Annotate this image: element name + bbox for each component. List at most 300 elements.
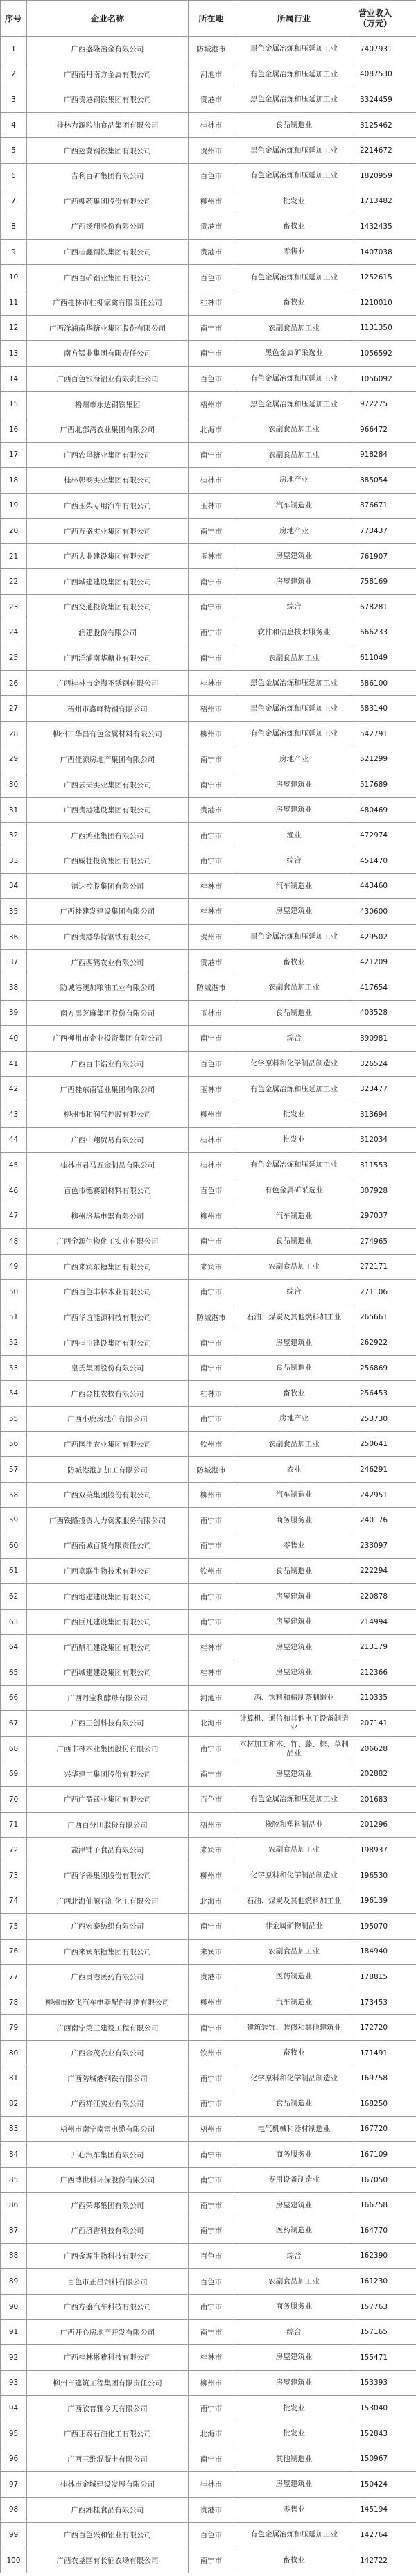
row-industry: 有色金属矿采选业 xyxy=(234,1178,354,1203)
table-row xyxy=(1,848,416,874)
row-location: 南宁市 xyxy=(189,2167,234,2193)
row-revenue: 153040 xyxy=(354,2396,416,2421)
row-location: 防城港市 xyxy=(189,975,234,1000)
row-location: 南宁市 xyxy=(189,1280,234,1305)
row-location: 南宁市 xyxy=(189,1026,234,1052)
table-row xyxy=(1,2472,416,2498)
row-seq: 6 xyxy=(1,163,27,189)
row-seq: 91 xyxy=(1,2320,27,2345)
row-revenue: 198937 xyxy=(354,1838,416,1863)
row-industry: 黑色金属冶炼和压延加工业 xyxy=(234,37,354,62)
row-seq: 31 xyxy=(1,797,27,823)
table-row xyxy=(1,442,416,468)
row-revenue: 1131350 xyxy=(354,315,416,341)
row-industry: 畜牧业 xyxy=(234,290,354,315)
table-row xyxy=(1,543,416,569)
row-location: 百色市 xyxy=(189,1786,234,1812)
row-seq: 18 xyxy=(1,468,27,494)
row-revenue: 246291 xyxy=(354,1457,416,1483)
row-seq: 24 xyxy=(1,620,27,645)
table-row xyxy=(1,696,416,722)
row-company-name: 桂林力源粮油食品集团有限公司 xyxy=(27,112,189,138)
row-revenue: 256453 xyxy=(354,1381,416,1407)
row-industry: 黑色金属冶炼和压延加工业 xyxy=(234,138,354,164)
row-industry: 农副食品加工业 xyxy=(234,1939,354,1965)
row-seq: 19 xyxy=(1,493,27,519)
table-row xyxy=(1,341,416,367)
row-revenue: 242951 xyxy=(354,1482,416,1508)
row-location: 南宁市 xyxy=(189,645,234,671)
row-industry: 电气机械和器材制造业 xyxy=(234,2116,354,2142)
row-company-name: 广西贵港建设集团有限公司 xyxy=(27,797,189,823)
row-industry: 软件和信息技术服务业 xyxy=(234,620,354,645)
row-seq: 2 xyxy=(1,62,27,87)
row-industry: 有色金属冶炼和压延加工业 xyxy=(234,366,354,392)
row-seq: 39 xyxy=(1,1000,27,1026)
row-seq: 35 xyxy=(1,899,27,925)
table-row xyxy=(1,1102,416,1127)
row-company-name: 广西国沣农业集团有限公司 xyxy=(27,1431,189,1457)
row-revenue: 773437 xyxy=(354,519,416,544)
row-revenue: 429502 xyxy=(354,924,416,950)
row-location: 桂林市 xyxy=(189,873,234,899)
row-industry: 房屋建筑业 xyxy=(234,1761,354,1787)
table-row xyxy=(1,2294,416,2320)
row-industry: 房屋建筑业 xyxy=(234,899,354,925)
row-industry: 非金属矿物制品业 xyxy=(234,1913,354,1939)
table-row xyxy=(1,1888,416,1914)
row-location: 南宁市 xyxy=(189,2548,234,2573)
row-revenue: 2214672 xyxy=(354,138,416,164)
row-company-name: 广西百丰锆业有限公司 xyxy=(27,1051,189,1077)
table-body xyxy=(1,37,416,2573)
row-industry: 黑色金属冶炼和压延加工业 xyxy=(234,392,354,417)
row-company-name: 广西正泰石油化工有限公司 xyxy=(27,2421,189,2446)
row-industry: 食品制造业 xyxy=(234,2091,354,2117)
row-location: 玉林市 xyxy=(189,543,234,569)
row-seq: 84 xyxy=(1,2142,27,2168)
row-company-name: 广西贵港钢铁集团有限公司 xyxy=(27,87,189,113)
row-seq: 79 xyxy=(1,2015,27,2041)
row-revenue: 272171 xyxy=(354,1254,416,1280)
row-industry: 房屋建筑业 xyxy=(234,772,354,798)
row-seq: 82 xyxy=(1,2091,27,2117)
row-revenue: 312034 xyxy=(354,1127,416,1153)
row-revenue: 196139 xyxy=(354,1888,416,1914)
row-location: 桂林市 xyxy=(189,1660,234,1686)
row-revenue: 152843 xyxy=(354,2421,416,2446)
table-row xyxy=(1,1990,416,2015)
table-row xyxy=(1,797,416,823)
row-seq: 70 xyxy=(1,1786,27,1812)
table-row xyxy=(1,1000,416,1026)
row-company-name: 广西玉柴专用汽车有限公司 xyxy=(27,493,189,519)
row-industry: 畜牧业 xyxy=(234,2548,354,2573)
row-location: 来宾市 xyxy=(189,1939,234,1965)
row-revenue: 201683 xyxy=(354,1786,416,1812)
row-revenue: 167050 xyxy=(354,2167,416,2193)
table-row xyxy=(1,2040,416,2066)
row-seq: 98 xyxy=(1,2497,27,2523)
row-industry: 渔业 xyxy=(234,823,354,848)
row-revenue: 201296 xyxy=(354,1812,416,1838)
table-row xyxy=(1,1761,416,1787)
row-location: 防城港市 xyxy=(189,1305,234,1330)
row-company-name: 梧州市永达钢铁集团 xyxy=(27,392,189,417)
row-location: 玉林市 xyxy=(189,1077,234,1102)
row-revenue: 168250 xyxy=(354,2091,416,2117)
row-industry: 汽车制造业 xyxy=(234,1990,354,2015)
row-industry: 综合 xyxy=(234,1026,354,1052)
row-location: 柳州市 xyxy=(189,1203,234,1229)
row-location: 桂林市 xyxy=(189,1127,234,1153)
row-location: 百色市 xyxy=(189,2269,234,2295)
row-industry: 有色金属冶炼和压延加工业 xyxy=(234,1077,354,1102)
row-company-name: 润建股份有限公司 xyxy=(27,620,189,645)
row-location: 南宁市 xyxy=(189,2294,234,2320)
table-row xyxy=(1,823,416,848)
row-company-name: 广西交通投资集团有限公司 xyxy=(27,595,189,620)
row-location: 桂林市 xyxy=(189,2472,234,2498)
row-industry: 零售业 xyxy=(234,239,354,265)
table-row xyxy=(1,290,416,315)
row-industry: 农副食品加工业 xyxy=(234,1838,354,1863)
row-revenue: 586100 xyxy=(354,670,416,696)
row-revenue: 1407038 xyxy=(354,239,416,265)
row-seq: 40 xyxy=(1,1026,27,1052)
row-location: 北海市 xyxy=(189,1711,234,1737)
row-revenue: 1056592 xyxy=(354,341,416,367)
row-location: 百色市 xyxy=(189,265,234,290)
row-industry: 房屋建筑业 xyxy=(234,1330,354,1356)
table-row xyxy=(1,569,416,595)
table-row xyxy=(1,138,416,164)
row-revenue: 265661 xyxy=(354,1305,416,1330)
table-row xyxy=(1,2345,416,2371)
row-revenue: 1713482 xyxy=(354,189,416,214)
row-revenue: 517689 xyxy=(354,772,416,798)
row-seq: 4 xyxy=(1,112,27,138)
table-row xyxy=(1,1280,416,1305)
row-company-name: 广西祥江实业有限公司 xyxy=(27,2091,189,2117)
table-row xyxy=(1,2142,416,2168)
row-revenue: 253730 xyxy=(354,1407,416,1432)
row-revenue: 1820959 xyxy=(354,163,416,189)
row-seq: 94 xyxy=(1,2396,27,2421)
row-seq: 73 xyxy=(1,1863,27,1888)
row-seq: 74 xyxy=(1,1888,27,1914)
row-company-name: 广西金源生物化工实业有限公司 xyxy=(27,1228,189,1254)
row-location: 北海市 xyxy=(189,417,234,442)
row-location: 南宁市 xyxy=(189,1609,234,1635)
table-row xyxy=(1,1913,416,1939)
row-industry: 批发业 xyxy=(234,2396,354,2421)
row-revenue: 202882 xyxy=(354,1761,416,1787)
row-revenue: 421209 xyxy=(354,950,416,975)
row-industry: 房屋建筑业 xyxy=(234,797,354,823)
row-revenue: 521299 xyxy=(354,747,416,772)
row-seq: 81 xyxy=(1,2066,27,2091)
table-row xyxy=(1,37,416,62)
row-company-name: 广西桂建发建设集团有限公司 xyxy=(27,899,189,925)
row-seq: 77 xyxy=(1,1965,27,1990)
row-company-name: 桂林彰泰实业集团有限公司 xyxy=(27,468,189,494)
row-seq: 3 xyxy=(1,87,27,113)
row-location: 南宁市 xyxy=(189,519,234,544)
row-industry: 有色金属冶炼和压延加工业 xyxy=(234,163,354,189)
row-location: 贵港市 xyxy=(189,214,234,240)
row-seq: 16 xyxy=(1,417,27,442)
row-seq: 7 xyxy=(1,189,27,214)
row-location: 南宁市 xyxy=(189,1761,234,1787)
table-row xyxy=(1,1431,416,1457)
table-row xyxy=(1,1482,416,1508)
row-industry: 房屋建筑业 xyxy=(234,1635,354,1660)
row-industry: 畜牧业 xyxy=(234,214,354,240)
row-location: 桂林市 xyxy=(189,1635,234,1660)
table-row xyxy=(1,1254,416,1280)
row-company-name: 广西方盛汽车科技有限公司 xyxy=(27,2294,189,2320)
row-revenue: 142764 xyxy=(354,2523,416,2548)
row-revenue: 240176 xyxy=(354,1508,416,1533)
row-industry: 房地产业 xyxy=(234,1407,354,1432)
row-revenue: 222294 xyxy=(354,1558,416,1584)
table-row xyxy=(1,1584,416,1610)
row-seq: 5 xyxy=(1,138,27,164)
row-revenue: 430600 xyxy=(354,899,416,925)
row-seq: 36 xyxy=(1,924,27,950)
row-company-name: 福达控股集团有限公司 xyxy=(27,873,189,899)
row-location: 梧州市 xyxy=(189,696,234,722)
row-revenue: 611049 xyxy=(354,645,416,671)
row-location: 贺州市 xyxy=(189,924,234,950)
table-row xyxy=(1,670,416,696)
row-industry: 综合 xyxy=(234,1280,354,1305)
row-revenue: 220878 xyxy=(354,1584,416,1610)
table-row xyxy=(1,747,416,772)
row-location: 南宁市 xyxy=(189,1584,234,1610)
row-industry: 化学原料和化学制品制造业 xyxy=(234,1051,354,1077)
table-row xyxy=(1,2370,416,2396)
row-revenue: 150424 xyxy=(354,2472,416,2498)
table-row xyxy=(1,519,416,544)
row-company-name: 广西南城百货有限责任公司 xyxy=(27,1533,189,1559)
row-company-name: 广西农垦糖业集团有限公司 xyxy=(27,442,189,468)
row-industry: 农副食品加工业 xyxy=(234,2269,354,2295)
table-row xyxy=(1,315,416,341)
row-location: 南宁市 xyxy=(189,1407,234,1432)
table-row xyxy=(1,2523,416,2548)
table-row xyxy=(1,1685,416,1711)
table-row xyxy=(1,265,416,290)
header-seq: 序号 xyxy=(1,1,27,37)
row-industry: 农副食品加工业 xyxy=(234,1431,354,1457)
row-location: 河池市 xyxy=(189,1685,234,1711)
table-row xyxy=(1,392,416,417)
table-row xyxy=(1,1812,416,1838)
row-seq: 1 xyxy=(1,37,27,62)
row-revenue: 297037 xyxy=(354,1203,416,1229)
row-seq: 86 xyxy=(1,2193,27,2218)
row-seq: 37 xyxy=(1,950,27,975)
row-location: 桂林市 xyxy=(189,468,234,494)
row-company-name: 广西柳药集团股份有限公司 xyxy=(27,189,189,214)
table-row xyxy=(1,1228,416,1254)
table-row xyxy=(1,112,416,138)
row-seq: 62 xyxy=(1,1584,27,1610)
row-location: 南宁市 xyxy=(189,1508,234,1533)
row-company-name: 广西城建建设集团有限公司 xyxy=(27,1660,189,1686)
row-seq: 89 xyxy=(1,2269,27,2295)
row-company-name: 广西威壮投资集团有限公司 xyxy=(27,848,189,874)
row-seq: 87 xyxy=(1,2218,27,2244)
row-industry: 商务服务业 xyxy=(234,2142,354,2168)
row-industry: 黑色金属矿采选业 xyxy=(234,341,354,367)
row-revenue: 142722 xyxy=(354,2548,416,2573)
row-industry: 批发业 xyxy=(234,189,354,214)
table-row xyxy=(1,772,416,798)
row-company-name: 广西西鹤农业有限公司 xyxy=(27,950,189,975)
table-row xyxy=(1,189,416,214)
row-industry: 有色金属冶炼和压延加工业 xyxy=(234,1153,354,1178)
row-location: 桂林市 xyxy=(189,2345,234,2371)
row-seq: 65 xyxy=(1,1660,27,1686)
row-industry: 专用设备制造业 xyxy=(234,2167,354,2193)
table-row xyxy=(1,239,416,265)
row-industry: 石油、煤炭及其他燃料加工业 xyxy=(234,1888,354,1914)
row-seq: 59 xyxy=(1,1508,27,1533)
row-location: 南宁市 xyxy=(189,315,234,341)
table-row xyxy=(1,62,416,87)
table-row xyxy=(1,2497,416,2523)
header-location: 所在地 xyxy=(189,1,234,37)
row-company-name: 广西洋浦南华糖业有限公司 xyxy=(27,645,189,671)
row-company-name: 广西来宾东糖集团有限公司 xyxy=(27,1254,189,1280)
row-company-name: 防城港澳加粮油工业有限公司 xyxy=(27,975,189,1000)
row-industry: 汽车制造业 xyxy=(234,1482,354,1508)
row-location: 北海市 xyxy=(189,1888,234,1914)
row-seq: 14 xyxy=(1,366,27,392)
row-company-name: 广西广盈锰业集团有限公司 xyxy=(27,1786,189,1812)
row-seq: 83 xyxy=(1,2116,27,2142)
row-seq: 12 xyxy=(1,315,27,341)
table-row xyxy=(1,366,416,392)
row-seq: 99 xyxy=(1,2523,27,2548)
row-location: 百色市 xyxy=(189,1178,234,1203)
row-location: 贵港市 xyxy=(189,2497,234,2523)
row-revenue: 271106 xyxy=(354,1280,416,1305)
row-industry: 食品制造业 xyxy=(234,1355,354,1381)
row-industry: 农副食品加工业 xyxy=(234,645,354,671)
row-location: 南宁市 xyxy=(189,772,234,798)
row-location: 南宁市 xyxy=(189,595,234,620)
table-row xyxy=(1,2396,416,2421)
row-revenue: 178815 xyxy=(354,1965,416,1990)
row-revenue: 167109 xyxy=(354,2142,416,2168)
row-revenue: 274965 xyxy=(354,1228,416,1254)
row-company-name: 防城港港加加工有限公司 xyxy=(27,1457,189,1483)
table-row xyxy=(1,2091,416,2117)
row-industry: 黑色金属冶炼和压延加工业 xyxy=(234,87,354,113)
row-industry: 木材加工和木、竹、藤、棕、草制品业 xyxy=(234,1736,354,1761)
row-seq: 11 xyxy=(1,290,27,315)
row-industry: 房屋建筑业 xyxy=(234,2472,354,2498)
row-seq: 67 xyxy=(1,1711,27,1737)
row-industry: 汽车制造业 xyxy=(234,493,354,519)
row-location: 贵港市 xyxy=(189,239,234,265)
row-seq: 51 xyxy=(1,1305,27,1330)
row-location: 百色市 xyxy=(189,1051,234,1077)
row-seq: 80 xyxy=(1,2040,27,2066)
row-company-name: 广西扬翔股份有限公司 xyxy=(27,214,189,240)
table-row xyxy=(1,1407,416,1432)
row-industry: 农副食品加工业 xyxy=(234,1254,354,1280)
row-revenue: 966472 xyxy=(354,417,416,442)
row-location: 南宁市 xyxy=(189,2446,234,2472)
row-company-name: 广西洋浦南华糖业集团股份有限公司 xyxy=(27,315,189,341)
row-revenue: 1210010 xyxy=(354,290,416,315)
row-location: 贵港市 xyxy=(189,1965,234,1990)
row-seq: 56 xyxy=(1,1431,27,1457)
table-row xyxy=(1,620,416,645)
table-row xyxy=(1,1736,416,1761)
table-row xyxy=(1,873,416,899)
row-company-name: 广西宏泰纺织有限公司 xyxy=(27,1913,189,1939)
row-revenue: 171491 xyxy=(354,2040,416,2066)
row-location: 桂林市 xyxy=(189,670,234,696)
row-company-name: 广西北海仙源石油化工有限公司 xyxy=(27,1888,189,1914)
row-location: 南宁市 xyxy=(189,341,234,367)
row-seq: 52 xyxy=(1,1330,27,1356)
row-industry: 房屋建筑业 xyxy=(234,2370,354,2396)
row-revenue: 212366 xyxy=(354,1660,416,1686)
table-row xyxy=(1,2193,416,2218)
row-company-name: 广西百色银海铝业有限责任公司 xyxy=(27,366,189,392)
row-company-name: 广西桂川建设集团有限公司 xyxy=(27,1330,189,1356)
row-industry: 农副食品加工业 xyxy=(234,315,354,341)
row-seq: 49 xyxy=(1,1254,27,1280)
row-seq: 95 xyxy=(1,2421,27,2446)
row-seq: 55 xyxy=(1,1407,27,1432)
row-seq: 43 xyxy=(1,1102,27,1127)
row-company-name: 南方锰业集团有限责任公司 xyxy=(27,341,189,367)
row-seq: 61 xyxy=(1,1558,27,1584)
row-industry: 有色金属冶炼和压延加工业 xyxy=(234,722,354,747)
row-company-name: 广西北部湾农业集团有限公司 xyxy=(27,417,189,442)
row-seq: 22 xyxy=(1,569,27,595)
table-row xyxy=(1,1457,416,1483)
row-revenue: 761907 xyxy=(354,543,416,569)
table-row xyxy=(1,1026,416,1052)
row-seq: 42 xyxy=(1,1077,27,1102)
row-seq: 9 xyxy=(1,239,27,265)
row-location: 南宁市 xyxy=(189,569,234,595)
row-location: 百色市 xyxy=(189,2243,234,2269)
row-industry: 医药制造业 xyxy=(234,1965,354,1990)
row-industry: 零售业 xyxy=(234,1533,354,1559)
row-revenue: 184940 xyxy=(354,1939,416,1965)
row-company-name: 百色市正昌饲料有限公司 xyxy=(27,2269,189,2295)
row-location: 南宁市 xyxy=(189,2142,234,2168)
row-industry: 综合 xyxy=(234,2243,354,2269)
row-revenue: 210335 xyxy=(354,1685,416,1711)
row-company-name: 广西大业建设集团有限公司 xyxy=(27,543,189,569)
row-company-name: 广西嘉联生物技术有限公司 xyxy=(27,1558,189,1584)
table-row xyxy=(1,1711,416,1737)
table-row xyxy=(1,1660,416,1686)
row-seq: 30 xyxy=(1,772,27,798)
row-company-name: 广西华锡集团股份有限公司 xyxy=(27,1863,189,1888)
